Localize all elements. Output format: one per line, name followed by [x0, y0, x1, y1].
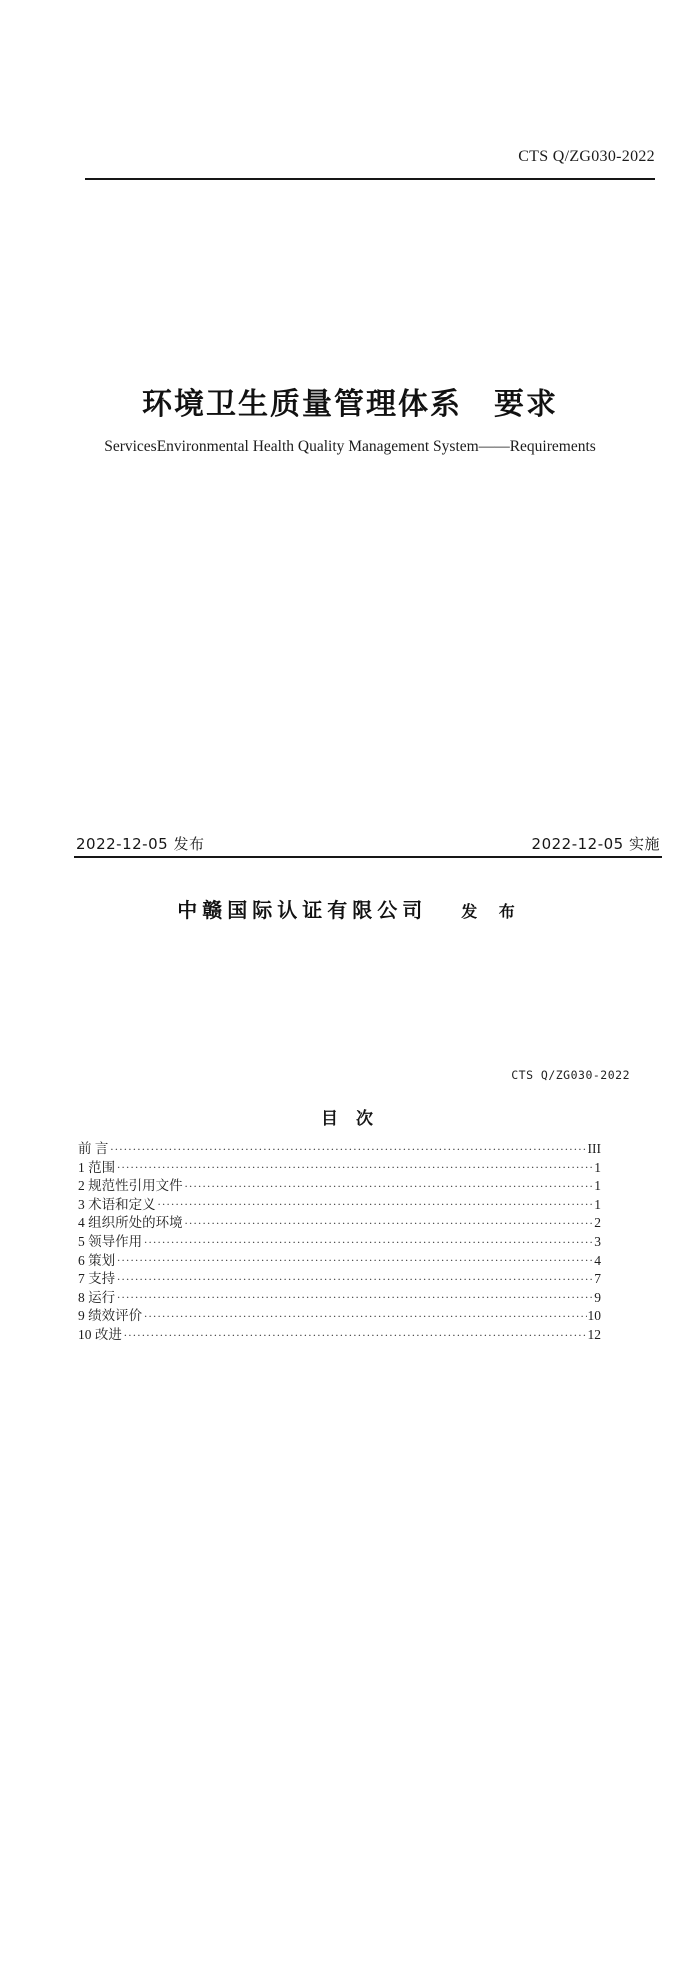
toc-leader-dots: [117, 1156, 593, 1175]
issue-date: 2022-12-05 发布: [76, 835, 205, 853]
publisher-name: 中赣国际认证有限公司: [177, 898, 428, 922]
toc-leader-dots: [144, 1304, 586, 1323]
toc-entry: [78, 1323, 601, 1342]
toc-entry-page-number: 12: [587, 1326, 601, 1342]
cover-doc-code: CTS Q/ZG030-2022: [518, 148, 655, 165]
toc-title: 目 次: [321, 1109, 379, 1129]
toc-entry-label: 9 绩效评价: [78, 1308, 143, 1324]
toc-entry-label: 1 范围: [78, 1159, 116, 1175]
publish-label: 发 布: [461, 902, 523, 921]
toc-leader-dots: [117, 1286, 593, 1305]
toc-leader-dots: [124, 1323, 587, 1342]
cover-footer-rule: [74, 856, 662, 858]
toc-entry-label: 10 改进: [78, 1326, 122, 1342]
toc-entry-label: 5 领导作用: [78, 1233, 143, 1249]
toc-entry: [78, 1267, 601, 1286]
toc-entry-page-number: 1: [594, 1196, 601, 1212]
publisher-row: [0, 894, 700, 923]
toc-entry: [78, 1174, 601, 1193]
toc-doc-code: CTS Q/ZG030-2022: [511, 1068, 630, 1082]
toc-leader-dots: [185, 1211, 594, 1230]
toc-entry-page-number: III: [587, 1141, 601, 1156]
toc-entry-page-number: 3: [594, 1233, 601, 1249]
implement-date: 2022-12-05 实施: [531, 835, 660, 853]
toc-entry: [78, 1137, 601, 1156]
toc-entry-page-number: 1: [594, 1178, 601, 1194]
toc-entry-label: 2 规范性引用文件: [78, 1178, 183, 1194]
toc-entry: [78, 1286, 601, 1305]
toc-entry-label: 前 言: [78, 1141, 109, 1156]
toc-entry-label: 8 运行: [78, 1289, 116, 1305]
toc-entry: [78, 1211, 601, 1230]
toc-entry-page-number: 7: [594, 1271, 601, 1287]
toc-entry: [78, 1156, 601, 1175]
toc-entry-label: 6 策划: [78, 1252, 116, 1268]
document-title: 环境卫生质量管理体系 要求: [142, 387, 558, 422]
toc-entry-label: 7 支持: [78, 1271, 116, 1287]
toc-leader-dots: [185, 1174, 594, 1193]
toc-entry: [78, 1249, 601, 1268]
toc-entry-label: 3 术语和定义: [78, 1196, 156, 1212]
cover-date-row: [76, 833, 660, 854]
toc-leader-dots: [110, 1137, 586, 1156]
toc-entry: [78, 1304, 601, 1323]
toc-entry: [78, 1230, 601, 1249]
cover-header-rule: [85, 178, 655, 180]
toc-entry-page-number: 2: [594, 1215, 601, 1231]
toc-leader-dots: [117, 1249, 593, 1268]
toc-list: [78, 1137, 601, 1342]
toc-entry-page-number: 10: [587, 1308, 601, 1324]
toc-entry: [78, 1193, 601, 1212]
toc-entry-label: 4 组织所处的环境: [78, 1215, 183, 1231]
document-subtitle-english: ServicesEnvironmental Health Quality Management System——Requirements: [104, 438, 596, 455]
toc-entry-page-number: 4: [594, 1252, 601, 1268]
toc-entry-page-number: 9: [594, 1289, 601, 1305]
toc-leader-dots: [158, 1193, 594, 1212]
toc-leader-dots: [117, 1267, 593, 1286]
toc-leader-dots: [144, 1230, 593, 1249]
toc-entry-page-number: 1: [594, 1159, 601, 1175]
